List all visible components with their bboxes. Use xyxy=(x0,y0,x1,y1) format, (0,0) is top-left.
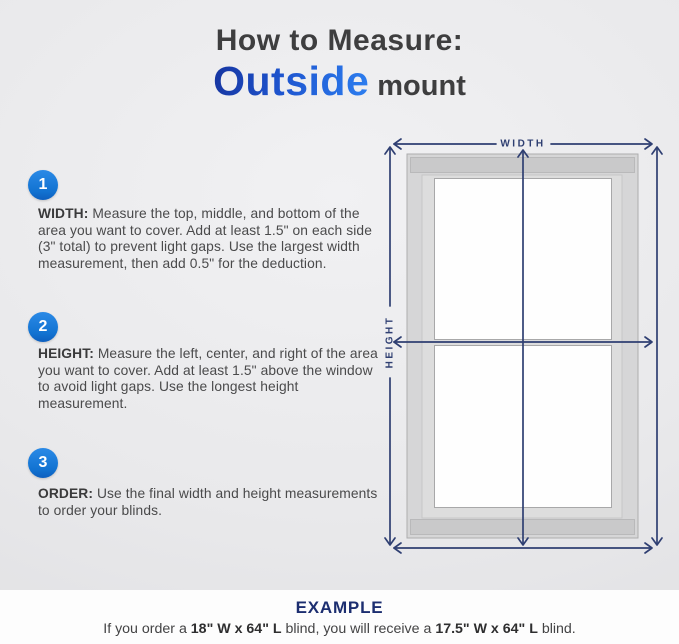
example-suffix: blind. xyxy=(537,621,576,637)
step-2-body: Measure the left, center, and right of the area you want to cover. Add at least 1.5" above the window to avoid light gaps. Use the longest height measurement. xyxy=(38,346,378,411)
step-3-body: Use the final width and height measurements to order your blinds. xyxy=(38,486,378,518)
title-suffix: mount xyxy=(377,70,466,102)
step-1-body: Measure the top, middle, and bottom of the area you want to cover. Add at least 1.5" on each side (3" total) to prevent light gaps. Use the largest width measurement, then add 0.5" for the deduction. xyxy=(38,206,372,271)
step-3-number: 3 xyxy=(38,454,48,471)
width-dimension-label: WIDTH xyxy=(500,138,546,150)
step-2-number: 2 xyxy=(38,318,48,335)
step-3-label: ORDER: xyxy=(38,486,94,501)
title-highlight: Outside xyxy=(213,58,370,104)
step-2-label: HEIGHT: xyxy=(38,346,94,361)
example-footer xyxy=(0,590,679,644)
step-1-label: WIDTH: xyxy=(38,206,89,221)
right-height-arrow xyxy=(652,147,662,545)
example-received-size: 17.5" W x 64" L xyxy=(435,621,538,637)
step-1-number: 1 xyxy=(38,176,48,193)
title-line1: How to Measure: xyxy=(215,24,464,57)
example-prefix: If you order a xyxy=(103,621,191,637)
example-ordered-size: 18" W x 64" L xyxy=(190,621,282,637)
example-heading: EXAMPLE xyxy=(295,598,384,617)
height-dimension-label: HEIGHT xyxy=(384,315,396,369)
example-middle: blind, you will receive a xyxy=(281,621,436,637)
example-sentence xyxy=(0,621,679,637)
